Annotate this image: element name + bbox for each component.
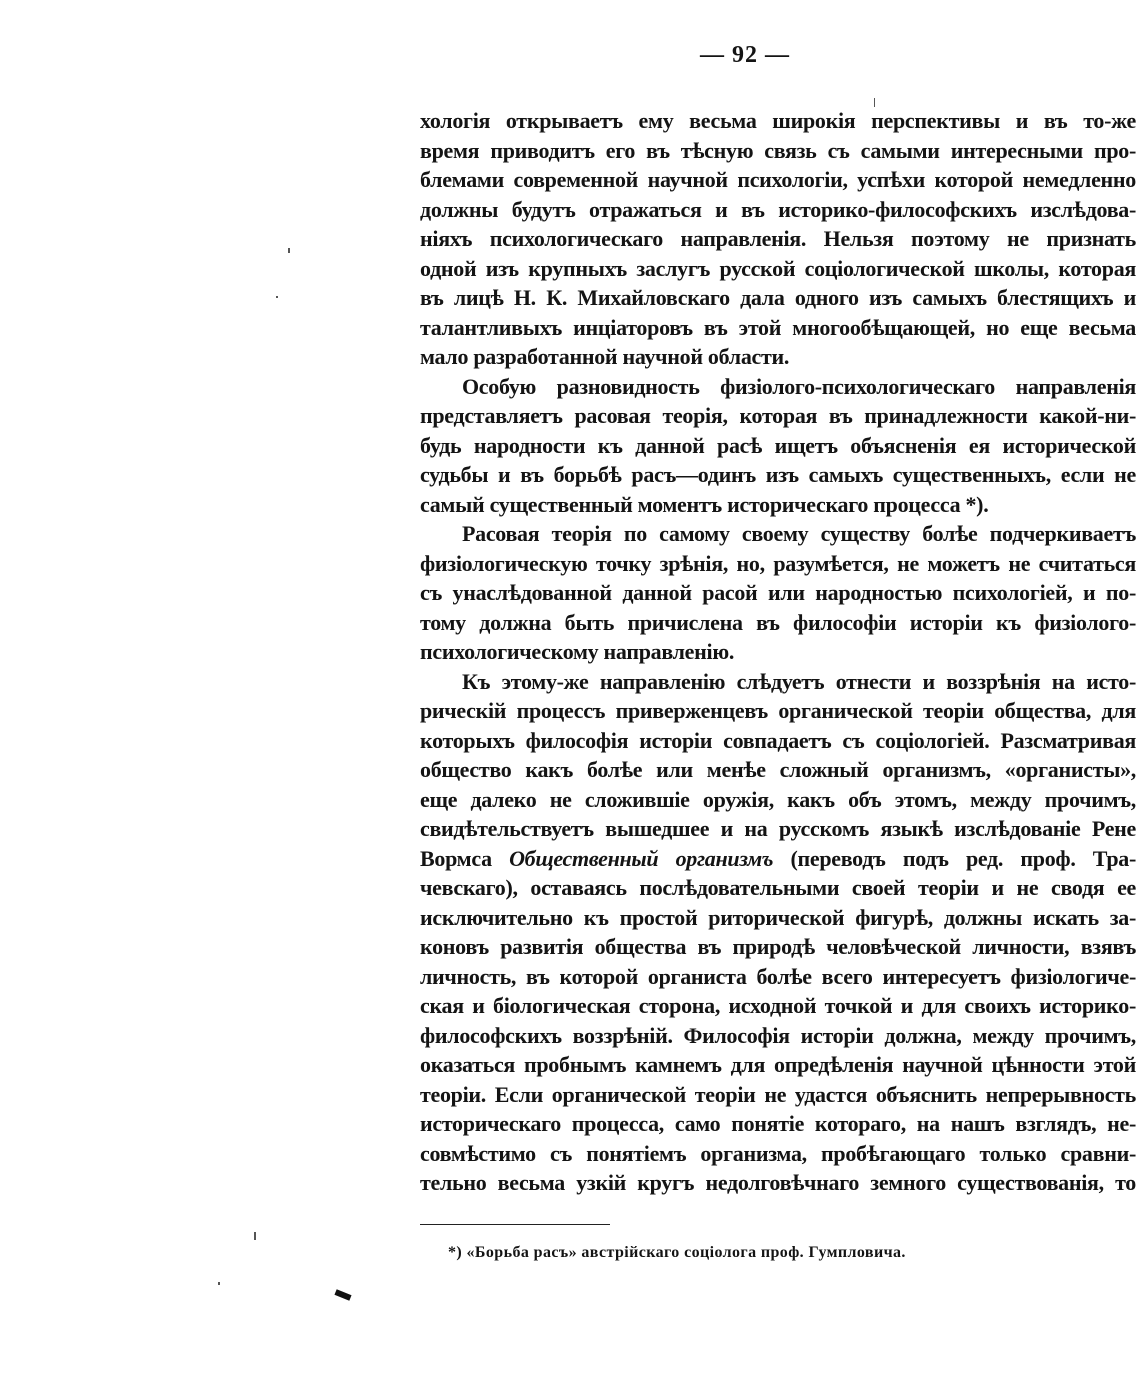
text-line: талантливыхъ инціаторовъ въ этой многообѣщающей, но еще весьма [420, 314, 1136, 340]
text-line: представляетъ расовая теорія, которая въ принадлежности какой-ни- [420, 403, 1136, 428]
main-text [420, 106, 1136, 1198]
text-line: блемами современной научной психологіи, успѣхи которой немедленно [420, 167, 1136, 192]
text-line: будь народности къ данной расѣ ищетъ объясненія ея исторической [420, 432, 1136, 458]
text-fragment: (переводъ подъ ред. проф. Тра- [790, 845, 1136, 871]
text-line: совмѣстимо съ понятіемъ организма, пробѣгающаго только сравни- [420, 1140, 1136, 1166]
text-line: Особую разновидность физіолого-психологическаго направленія [462, 373, 1136, 399]
text-line: время приводитъ его въ тѣсную связь съ самыми интересными про- [420, 137, 1136, 163]
text-line: которыхъ философія исторіи совпадаетъ съ соціологіей. Разсматривая [420, 727, 1136, 753]
scan-speck [874, 98, 875, 107]
text-line: въ лицѣ Н. К. Михайловскаго дала одного изъ самыхъ блестящихъ и [420, 285, 1136, 310]
text-line: самый существенный моментъ историческаго процесса *). [420, 491, 989, 517]
paragraph [420, 667, 1136, 1198]
paragraph [420, 106, 1136, 372]
text-line: физіологическую точку зрѣнія, но, разумѣется, не можетъ не считаться [420, 550, 1136, 576]
text-fragment: Вормса [420, 845, 492, 871]
text-line: рическій процессъ приверженцевъ органической теоріи общества, для [420, 698, 1136, 723]
text-line: исключительно къ простой риторической фигурѣ, должны искать за- [420, 904, 1136, 930]
text-line: Расовая теорія по самому своему существу болѣе подчеркиваетъ [462, 521, 1136, 546]
text-line: личность, въ которой органиста болѣе всего интересуетъ физіологиче- [420, 963, 1136, 989]
text-line: ская и біологическая сторона, исходной точкой и для своихъ историко- [420, 993, 1136, 1018]
paragraph [420, 519, 1136, 667]
text-line: философскихъ воззрѣній. Философія исторіи должна, между прочимъ, [420, 1022, 1136, 1048]
text-line-with-title [420, 844, 1136, 874]
text-line: тому должна быть причислена въ философіи исторіи къ физіолого- [420, 609, 1136, 635]
text-line: еще далеко не сложившіе оружія, какъ объ этомъ, между прочимъ, [420, 786, 1136, 812]
page-number: — 92 — [700, 42, 790, 68]
scan-speck [288, 248, 290, 253]
text-line: тельно весьма узкій кругъ недолговѣчнаго земного существованія, то [420, 1170, 1136, 1195]
paragraph [420, 372, 1136, 520]
text-line: общество какъ болѣе или менѣе сложный организмъ, «органисты», [420, 757, 1136, 782]
scan-speck [334, 1289, 351, 1301]
footnote-divider [420, 1224, 610, 1225]
scan-speck [218, 1282, 220, 1285]
text-line: чевскаго), оставаясь послѣдовательными своей теоріи и не сводя ее [420, 875, 1136, 900]
scan-speck [276, 296, 278, 298]
text-line: свидѣтельствуетъ вышедшее и на русскомъ языкѣ изслѣдованіе Рене [420, 816, 1136, 841]
text-line: коновъ развитія общества въ природѣ человѣческой личности, взявъ [420, 934, 1136, 959]
book-title: Общественный организмъ [509, 845, 774, 871]
text-line: одной изъ крупныхъ заслугъ русской соціологической школы, которая [420, 255, 1136, 281]
text-line: теоріи. Если органической теоріи не удастся объяснить непрерывность [420, 1081, 1136, 1107]
scan-speck [254, 1232, 256, 1240]
text-line: историческаго процесса, само понятіе котораго, на нашъ взглядъ, не- [420, 1111, 1136, 1136]
footnote: *) «Борьба расъ» австрійскаго соціолога проф. Гумпловича. [448, 1244, 906, 1261]
text-line: хологія открываетъ ему весьма широкія перспективы и въ то-же [420, 108, 1136, 133]
text-line: мало разработанной научной области. [420, 344, 790, 369]
text-line: съ унаслѣдованной данной расой или народностью психологіей, и по- [420, 580, 1136, 605]
text-line: ніяхъ психологическаго направленія. Нельзя поэтому не признать [420, 226, 1136, 251]
text-line: Къ этому-же направленію слѣдуетъ отнести и воззрѣнія на исто- [462, 668, 1136, 694]
text-line: должны будутъ отражаться и въ историко-философскихъ изслѣдова- [420, 196, 1136, 222]
text-line: судьбы и въ борьбѣ расъ—одинъ изъ самыхъ существенныхъ, если не [420, 462, 1136, 487]
text-line: оказаться пробнымъ камнемъ для опредѣленія научной цѣнности этой [420, 1052, 1136, 1077]
text-line: психологическому направленію. [420, 639, 735, 664]
